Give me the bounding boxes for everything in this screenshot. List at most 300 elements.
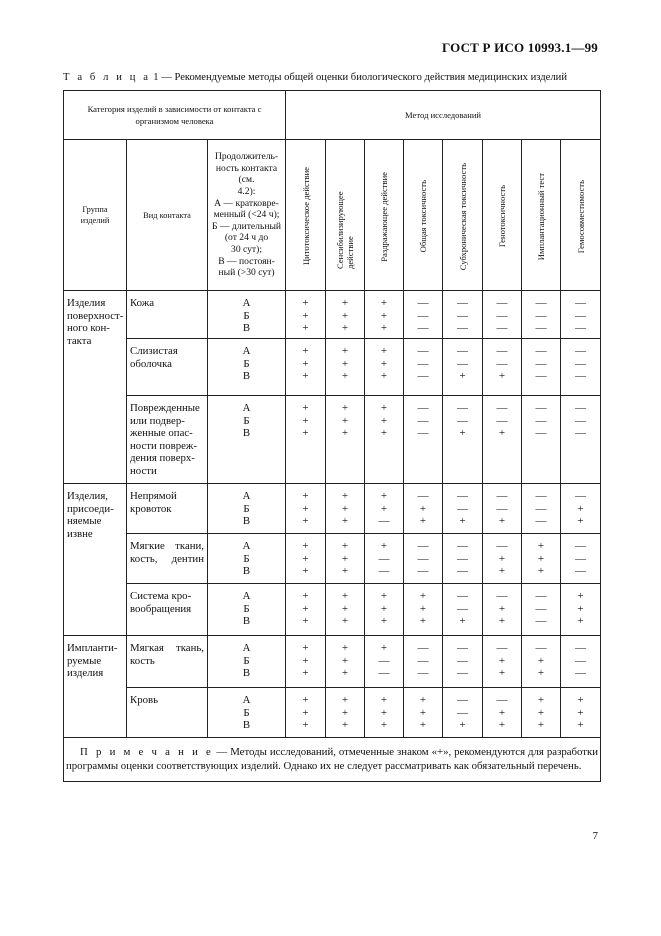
plus-mark: +	[341, 565, 349, 577]
method-value-cell	[443, 291, 483, 339]
contact-line: вообращения	[130, 602, 192, 615]
contact-cell	[127, 291, 208, 339]
dash-mark: —	[378, 565, 390, 577]
contact-line: дения поверх-	[130, 452, 195, 464]
group-name-line: Изделия,	[67, 490, 108, 502]
group-cell	[64, 636, 127, 738]
dash-mark: —	[417, 402, 429, 414]
method-header	[365, 140, 404, 291]
dash-mark: —	[575, 540, 587, 552]
method-value-cell	[561, 584, 601, 636]
plus-mark: +	[380, 642, 388, 654]
duration-cell	[208, 396, 286, 484]
method-value-cell	[443, 339, 483, 396]
duration-header-line: Продолжитель-	[214, 151, 279, 163]
dash-mark: —	[457, 565, 469, 577]
duration-header-line: В — постоян-	[218, 255, 275, 267]
page-number: 7	[592, 830, 598, 842]
method-value-cell	[404, 688, 443, 738]
method-value-cell	[326, 396, 365, 484]
plus-mark: +	[498, 667, 506, 679]
plus-mark: +	[380, 706, 388, 719]
plus-mark: +	[380, 345, 388, 357]
dash-mark: —	[535, 642, 547, 654]
contact-line: кровоток	[130, 502, 172, 515]
plus-mark: +	[459, 515, 466, 527]
method-value-cell	[443, 584, 483, 636]
dash-mark: —	[457, 642, 469, 654]
dash-mark: —	[457, 322, 469, 334]
note-cell	[64, 738, 601, 782]
method-value-cell	[483, 636, 522, 688]
plus-mark: +	[498, 552, 506, 565]
plus-mark: +	[380, 357, 388, 370]
dash-mark: —	[457, 502, 469, 515]
duration-code: А	[242, 590, 251, 602]
group-name-line: извне	[67, 527, 93, 540]
method-value-cell	[483, 584, 522, 636]
plus-mark: +	[577, 615, 584, 627]
plus-mark: +	[341, 706, 349, 719]
method-value-cell	[443, 688, 483, 738]
method-value-cell	[522, 584, 561, 636]
plus-mark: +	[498, 719, 506, 731]
caption-number: 1	[153, 72, 159, 83]
duration-header-line: 30 сут);	[231, 243, 262, 255]
dash-mark: —	[457, 402, 469, 414]
method-header-text: Имплантационный тест	[536, 172, 547, 261]
method-header-text: Гемосовместимость	[575, 179, 586, 254]
plus-mark: +	[302, 540, 309, 552]
dash-mark: —	[496, 309, 508, 322]
dash-mark: —	[417, 654, 429, 667]
plus-mark: +	[341, 490, 349, 502]
plus-mark: +	[498, 602, 506, 615]
dash-mark: —	[575, 427, 587, 439]
method-value-cell	[522, 534, 561, 584]
dash-mark: —	[417, 322, 429, 334]
plus-mark: +	[341, 694, 349, 706]
plus-mark: +	[302, 322, 309, 334]
plus-mark: +	[459, 427, 466, 439]
plus-mark: +	[302, 565, 309, 577]
plus-mark: +	[341, 345, 349, 357]
method-value-cell	[365, 339, 404, 396]
group-name-line: поверхност-	[67, 309, 124, 322]
plus-mark: +	[302, 345, 309, 357]
method-header-text: Цитотоксическое действие	[300, 167, 311, 266]
plus-mark: +	[302, 490, 309, 502]
duration-code: А	[242, 540, 251, 552]
contact-line: Кровь	[130, 694, 159, 706]
dash-mark: —	[535, 309, 547, 322]
duration-code: А	[242, 490, 251, 502]
table-row	[64, 484, 601, 534]
contact-line: ности	[130, 464, 157, 477]
plus-mark: +	[498, 565, 506, 577]
contact-line: Кожа	[130, 297, 155, 309]
dash-mark: —	[457, 345, 469, 357]
table-caption	[63, 72, 603, 83]
method-value-cell	[326, 636, 365, 688]
dash-mark: —	[457, 357, 469, 370]
duration-code: А	[242, 402, 251, 414]
duration-code: Б	[243, 357, 250, 370]
plus-mark: +	[341, 322, 349, 334]
contact-cell	[127, 339, 208, 396]
method-value-cell	[522, 636, 561, 688]
plus-mark: +	[341, 667, 349, 679]
plus-mark: +	[498, 515, 506, 527]
dash-mark: —	[417, 345, 429, 357]
header-row-sub	[64, 140, 601, 291]
method-header	[483, 140, 522, 291]
method-value-cell	[286, 484, 326, 534]
table-row	[64, 584, 601, 636]
dash-mark: —	[457, 654, 469, 667]
group-name-line: Импланти-	[67, 642, 118, 654]
method-value-cell	[404, 396, 443, 484]
dash-mark: —	[457, 297, 469, 309]
dash-mark: —	[575, 297, 587, 309]
method-header	[404, 140, 443, 291]
plus-mark: +	[380, 602, 388, 615]
dash-mark: —	[378, 552, 390, 565]
dash-mark: —	[535, 615, 547, 627]
plus-mark: +	[341, 414, 349, 427]
contact-line: Поврежденные	[130, 402, 200, 414]
dash-mark: —	[496, 540, 508, 552]
duration-cell	[208, 291, 286, 339]
plus-mark: +	[498, 370, 506, 382]
method-value-cell	[286, 534, 326, 584]
duration-header-line: 4.2):	[237, 186, 256, 198]
plus-mark: +	[577, 502, 584, 515]
method-value-cell	[365, 291, 404, 339]
contact-cell	[127, 396, 208, 484]
method-value-cell	[326, 534, 365, 584]
plus-mark: +	[302, 706, 309, 719]
method-header	[286, 140, 326, 291]
table-row	[64, 636, 601, 688]
method-value-cell	[522, 291, 561, 339]
group-cell	[64, 291, 127, 484]
plus-mark: +	[419, 615, 427, 627]
contact-cell	[127, 534, 208, 584]
contact-line: кость, дентин	[130, 552, 204, 565]
dash-mark: —	[417, 667, 429, 679]
plus-mark: +	[419, 502, 427, 515]
plus-mark: +	[380, 309, 388, 322]
plus-mark: +	[302, 694, 309, 706]
group-header	[64, 140, 127, 291]
dash-mark: —	[535, 590, 547, 602]
duration-cell	[208, 636, 286, 688]
method-value-cell	[561, 534, 601, 584]
method-value-cell	[404, 291, 443, 339]
dash-mark: —	[378, 667, 390, 679]
method-value-cell	[286, 688, 326, 738]
duration-code: Б	[243, 602, 250, 615]
method-value-cell	[522, 396, 561, 484]
note-row	[64, 738, 601, 782]
method-value-cell	[561, 636, 601, 688]
duration-header-line: менный (<24 ч);	[213, 209, 280, 221]
dash-mark: —	[496, 590, 508, 602]
dash-mark: —	[535, 357, 547, 370]
plus-mark: +	[341, 370, 349, 382]
plus-mark: +	[380, 694, 388, 706]
plus-mark: +	[498, 615, 506, 627]
duration-code: В	[242, 565, 251, 577]
dash-mark: —	[575, 345, 587, 357]
plus-mark: +	[537, 540, 545, 552]
plus-mark: +	[302, 515, 309, 527]
duration-code: В	[242, 615, 251, 627]
group-name-line: такта	[67, 334, 92, 347]
dash-mark: —	[457, 309, 469, 322]
plus-mark: +	[380, 719, 388, 731]
duration-code: В	[242, 322, 251, 334]
contact-cell	[127, 636, 208, 688]
contact-line: или подвер-	[130, 414, 185, 427]
method-value-cell	[561, 396, 601, 484]
plus-mark: +	[302, 642, 309, 654]
category-header: Категория изделий в зависимости от контакта с организмом человека	[64, 91, 286, 140]
method-value-cell	[483, 688, 522, 738]
dash-mark: —	[457, 590, 469, 602]
duration-code: Б	[243, 552, 250, 565]
dash-mark: —	[496, 322, 508, 334]
plus-mark: +	[341, 615, 349, 627]
dash-mark: —	[535, 297, 547, 309]
dash-mark: —	[575, 414, 587, 427]
method-header	[326, 140, 365, 291]
dash-mark: —	[575, 552, 587, 565]
method-value-cell	[443, 636, 483, 688]
dash-mark: —	[457, 667, 469, 679]
duration-cell	[208, 688, 286, 738]
plus-mark: +	[302, 309, 309, 322]
dash-mark: —	[496, 297, 508, 309]
dash-mark: —	[535, 515, 547, 527]
method-value-cell	[522, 688, 561, 738]
plus-mark: +	[302, 602, 309, 615]
method-value-cell	[404, 339, 443, 396]
dash-mark: —	[496, 357, 508, 370]
duration-code: В	[242, 719, 251, 731]
group-name-line: присоеди-	[67, 502, 114, 515]
plus-mark: +	[341, 719, 349, 731]
duration-code: Б	[243, 414, 250, 427]
caption-label: Т а б л и ц а	[63, 72, 151, 83]
plus-mark: +	[498, 706, 506, 719]
method-value-cell	[443, 534, 483, 584]
dash-mark: —	[417, 427, 429, 439]
plus-mark: +	[302, 615, 309, 627]
plus-mark: +	[459, 370, 466, 382]
contact-line: ности повреж-	[130, 439, 197, 452]
duration-code: Б	[243, 654, 250, 667]
dash-mark: —	[417, 490, 429, 502]
duration-code: А	[242, 297, 251, 309]
method-value-cell	[483, 484, 522, 534]
plus-mark: +	[419, 719, 427, 731]
plus-mark: +	[537, 706, 545, 719]
method-value-cell	[365, 688, 404, 738]
plus-mark: +	[341, 502, 349, 515]
plus-mark: +	[302, 402, 309, 414]
method-value-cell	[326, 484, 365, 534]
method-header	[561, 140, 601, 291]
plus-mark: +	[341, 540, 349, 552]
plus-mark: +	[459, 615, 466, 627]
contact-cell	[127, 584, 208, 636]
plus-mark: +	[459, 719, 466, 731]
duration-header-line: ность контакта	[215, 162, 278, 174]
plus-mark: +	[537, 667, 545, 679]
dash-mark: —	[535, 414, 547, 427]
method-value-cell	[443, 396, 483, 484]
duration-header-line: (от 24 ч до	[224, 232, 269, 244]
contact-line: Мягкие ткани,	[130, 540, 204, 552]
dash-mark: —	[417, 642, 429, 654]
plus-mark: +	[380, 590, 388, 602]
dash-mark: —	[417, 565, 429, 577]
plus-mark: +	[380, 402, 388, 414]
dash-mark: —	[457, 706, 469, 719]
dash-mark: —	[535, 490, 547, 502]
dash-mark: —	[575, 642, 587, 654]
table-row	[64, 396, 601, 484]
duration-header-line: Б — длительный	[212, 220, 282, 232]
plus-mark: +	[302, 654, 309, 667]
contact-header	[127, 140, 208, 291]
table-row	[64, 291, 601, 339]
dash-mark: —	[496, 490, 508, 502]
method-value-cell	[404, 534, 443, 584]
dash-mark: —	[575, 654, 587, 667]
table-row	[64, 339, 601, 396]
dash-mark: —	[417, 540, 429, 552]
dash-mark: —	[575, 370, 587, 382]
dash-mark: —	[575, 565, 587, 577]
plus-mark: +	[419, 706, 427, 719]
method-value-cell	[326, 339, 365, 396]
method-header-text: Субхроническая токсичность	[457, 162, 468, 271]
dash-mark: —	[457, 602, 469, 615]
contact-line: оболочка	[130, 357, 172, 370]
dash-mark: —	[417, 309, 429, 322]
plus-mark: +	[419, 694, 427, 706]
method-value-cell	[286, 396, 326, 484]
duration-header-line: (см.	[238, 174, 255, 186]
method-value-cell	[561, 688, 601, 738]
duration-cell	[208, 534, 286, 584]
dash-mark: —	[417, 297, 429, 309]
dash-mark: —	[496, 402, 508, 414]
contact-line: Мягкая ткань,	[130, 642, 204, 654]
contact-header-text: Вид контакта	[143, 210, 191, 220]
plus-mark: +	[380, 490, 388, 502]
method-value-cell	[522, 484, 561, 534]
duration-header-line: А — кратковре-	[214, 197, 279, 209]
dash-mark: —	[535, 322, 547, 334]
plus-mark: +	[341, 309, 349, 322]
method-header-text: Генотоксичность	[497, 185, 508, 248]
plus-mark: +	[341, 552, 349, 565]
dash-mark: —	[417, 370, 429, 382]
plus-mark: +	[302, 297, 309, 309]
plus-mark: +	[341, 590, 349, 602]
method-value-cell	[483, 534, 522, 584]
plus-mark: +	[577, 706, 584, 719]
dash-mark: —	[535, 370, 547, 382]
group-name-line: руемые	[67, 654, 102, 667]
dash-mark: —	[575, 309, 587, 322]
contact-line: Слизистая	[130, 345, 178, 357]
plus-mark: +	[380, 502, 388, 515]
plus-mark: +	[302, 667, 309, 679]
plus-mark: +	[577, 694, 584, 706]
plus-mark: +	[302, 357, 309, 370]
dash-mark: —	[378, 515, 390, 527]
plus-mark: +	[577, 515, 584, 527]
contact-line: Непрямой	[130, 490, 177, 502]
duration-code: В	[242, 667, 251, 679]
plus-mark: +	[302, 370, 309, 382]
document-header: ГОСТ Р ИСО 10993.1—99	[441, 40, 598, 55]
duration-code: Б	[243, 309, 250, 322]
dash-mark: —	[496, 694, 508, 706]
plus-mark: +	[341, 515, 349, 527]
dash-mark: —	[575, 667, 587, 679]
plus-mark: +	[380, 370, 388, 382]
method-value-cell	[365, 584, 404, 636]
methods-table	[63, 90, 601, 782]
plus-mark: +	[302, 502, 309, 515]
method-value-cell	[286, 636, 326, 688]
method-header	[522, 140, 561, 291]
plus-mark: +	[302, 590, 309, 602]
dash-mark: —	[535, 427, 547, 439]
duration-cell	[208, 339, 286, 396]
method-value-cell	[404, 484, 443, 534]
dash-mark: —	[417, 414, 429, 427]
plus-mark: +	[302, 552, 309, 565]
dash-mark: —	[457, 694, 469, 706]
plus-mark: +	[380, 427, 388, 439]
dash-mark: —	[535, 402, 547, 414]
method-value-cell	[286, 291, 326, 339]
method-value-cell	[404, 584, 443, 636]
plus-mark: +	[419, 515, 427, 527]
group-name-line: ного кон-	[67, 322, 110, 334]
plus-mark: +	[419, 602, 427, 615]
plus-mark: +	[537, 552, 545, 565]
duration-code: В	[242, 515, 251, 527]
method-value-cell	[365, 484, 404, 534]
contact-line: Система кро-	[130, 590, 192, 602]
method-header	[443, 140, 483, 291]
method-value-cell	[561, 484, 601, 534]
dash-mark: —	[535, 602, 547, 615]
group-header-text: Группа изделий	[80, 205, 110, 225]
dash-mark: —	[496, 642, 508, 654]
duration-header	[208, 140, 286, 291]
duration-code: Б	[243, 706, 250, 719]
method-value-cell	[326, 584, 365, 636]
